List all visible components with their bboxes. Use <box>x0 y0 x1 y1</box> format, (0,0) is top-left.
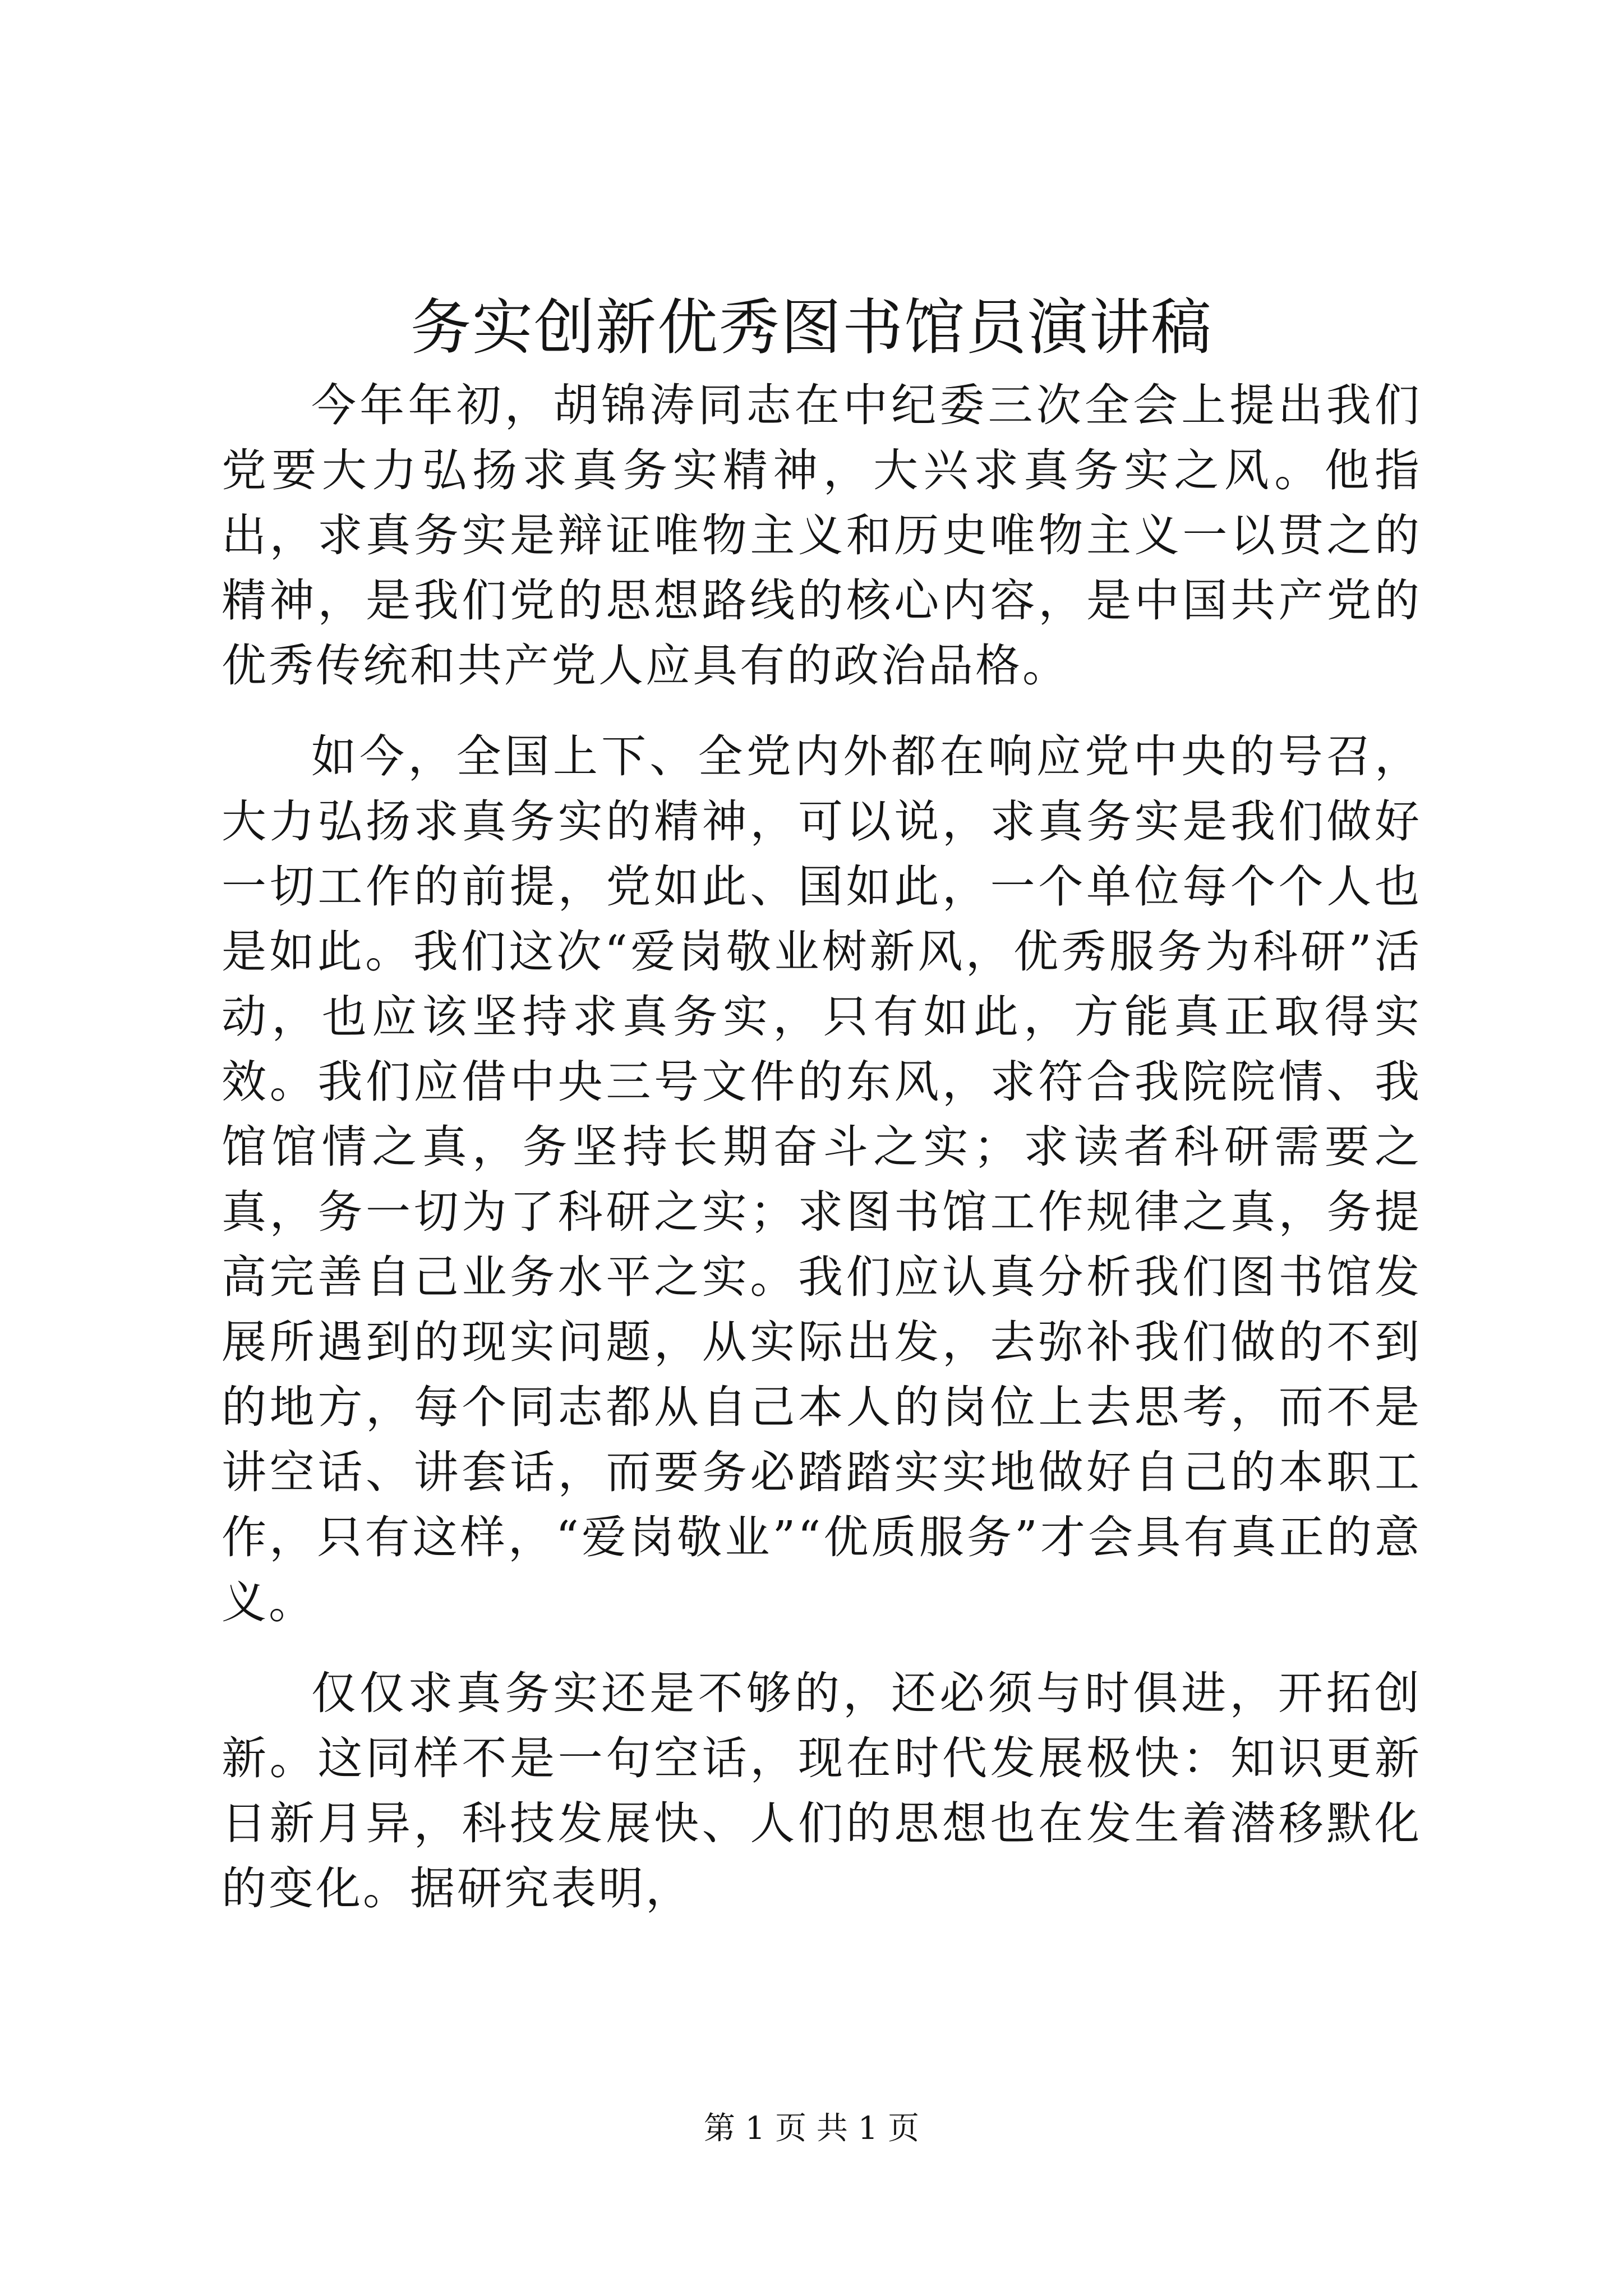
paragraph-1: 今年年初，胡锦涛同志在中纪委三次全会上提出我们党要大力弘扬求真务实精神，大兴求真务实之风。他指出，求真务实是辩证唯物主义和历史唯物主义一以贯之的精神，是我们党的思想路线的核心内容，是中国共产党的优秀传统和共产党人应具有的政治品格。 <box>222 379 1422 692</box>
paragraph-3: 仅仅求真务实还是不够的，还必须与时俱进，开拓创新。这同样不是一句空话，现在时代发展极快：知识更新日新月异，科技发展快、人们的思想也在发生着潜移默化的变化。据研究表明， <box>222 1667 1422 1915</box>
document-title: 务实创新优秀图书馆员演讲稿 <box>410 293 1212 363</box>
document-body <box>222 373 1422 1921</box>
paragraph-2: 如今，全国上下、全党内外都在响应党中央的号召，大力弘扬求真务实的精神，可以说，求真务实是我们做好一切工作的前提，党如此、国如此，一个单位每个个人也是如此。我们这次“爱岗敬业树新风，优秀服务为科研”活动，也应该坚持求真务实，只有如此，方能真正取得实效。我们应借中央三号文件的东风，求符合我院院情、我馆馆情之真，务坚持长期奋斗之实；求读者科研需要之真，务一切为了科研之实；求图书馆工作规律之真，务提高完善自己业务水平之实。我们应认真分析我们图书馆发展所遇到的现实问题，从实际出发，去弥补我们做的不到的地方，每个同志都从自己本人的岗位上去思考，而不是讲空话、讲套话，而要务必踏踏实实地做好自己的本职工作，只有这样，“爱岗敬业”“优质服务”才会具有真正的意义。 <box>222 730 1422 1628</box>
page-footer: 第 1 页 共 1 页 <box>703 2110 920 2147</box>
